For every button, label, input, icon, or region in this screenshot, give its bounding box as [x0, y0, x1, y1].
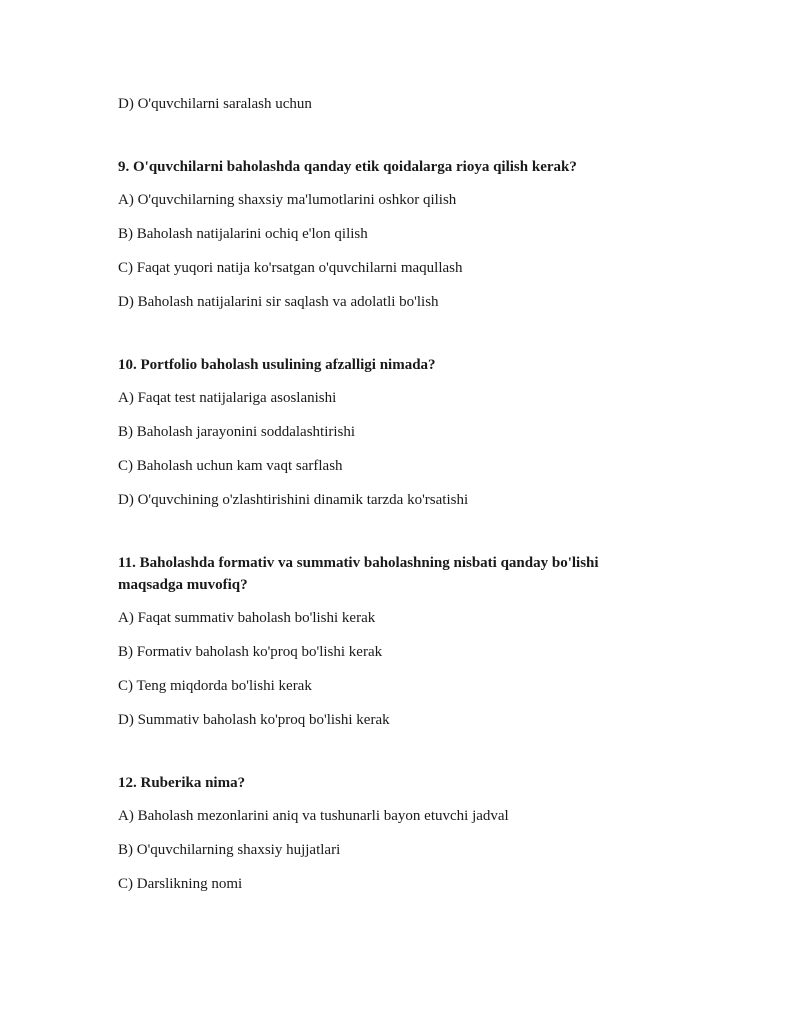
question-9 — [118, 156, 678, 312]
question-11 — [118, 552, 678, 730]
spacer — [118, 128, 678, 156]
option-c: C) Darslikning nomi — [118, 876, 243, 892]
question-12 — [118, 772, 678, 894]
spacer — [118, 744, 678, 772]
spacer — [118, 326, 678, 354]
option-d-previous: D) O'quvchilarni saralash uchun — [118, 96, 312, 112]
option-c: C) Baholash uchun kam vaqt sarflash — [118, 458, 343, 474]
option-d: D) O'quvchining o'zlashtirishini dinamik tarzda ko'rsatishi — [118, 492, 469, 508]
option-b: B) Baholash jarayonini soddalashtirishi — [118, 424, 356, 440]
option-c: C) Teng miqdorda bo'lishi kerak — [118, 678, 312, 694]
option-a: A) Baholash mezonlarini aniq va tushunarli bayon etuvchi jadval — [118, 808, 509, 824]
question-title: 10. Portfolio baholash usulining afzalligi nimada? — [118, 357, 436, 373]
option-b: B) O'quvchilarning shaxsiy hujjatlari — [118, 842, 341, 858]
question-title: 12. Ruberika nima? — [118, 775, 246, 791]
option-a: A) Faqat test natijalariga asoslanishi — [118, 390, 337, 406]
option-d: D) Baholash natijalarini sir saqlash va adolatli bo'lish — [118, 294, 439, 310]
option-b: B) Formativ baholash ko'proq bo'lishi kerak — [118, 644, 383, 660]
option-b: B) Baholash natijalarini ochiq e'lon qilish — [118, 226, 368, 242]
question-title: 11. Baholashda formativ va summativ baholashning nisbati qanday bo'lishi maqsadga muvofiq? — [118, 555, 599, 593]
question-title: 9. O'quvchilarni baholashda qanday etik qoidalarga rioya qilish kerak? — [118, 159, 577, 175]
option-a: A) Faqat summativ baholash bo'lishi kerak — [118, 610, 376, 626]
spacer — [118, 524, 678, 552]
option-d: D) Summativ baholash ko'proq bo'lishi kerak — [118, 712, 390, 728]
option-a: A) O'quvchilarning shaxsiy ma'lumotlarini oshkor qilish — [118, 192, 457, 208]
question-10 — [118, 354, 678, 510]
option-c: C) Faqat yuqori natija ko'rsatgan o'quvchilarni maqullash — [118, 260, 463, 276]
document-page — [118, 94, 678, 908]
